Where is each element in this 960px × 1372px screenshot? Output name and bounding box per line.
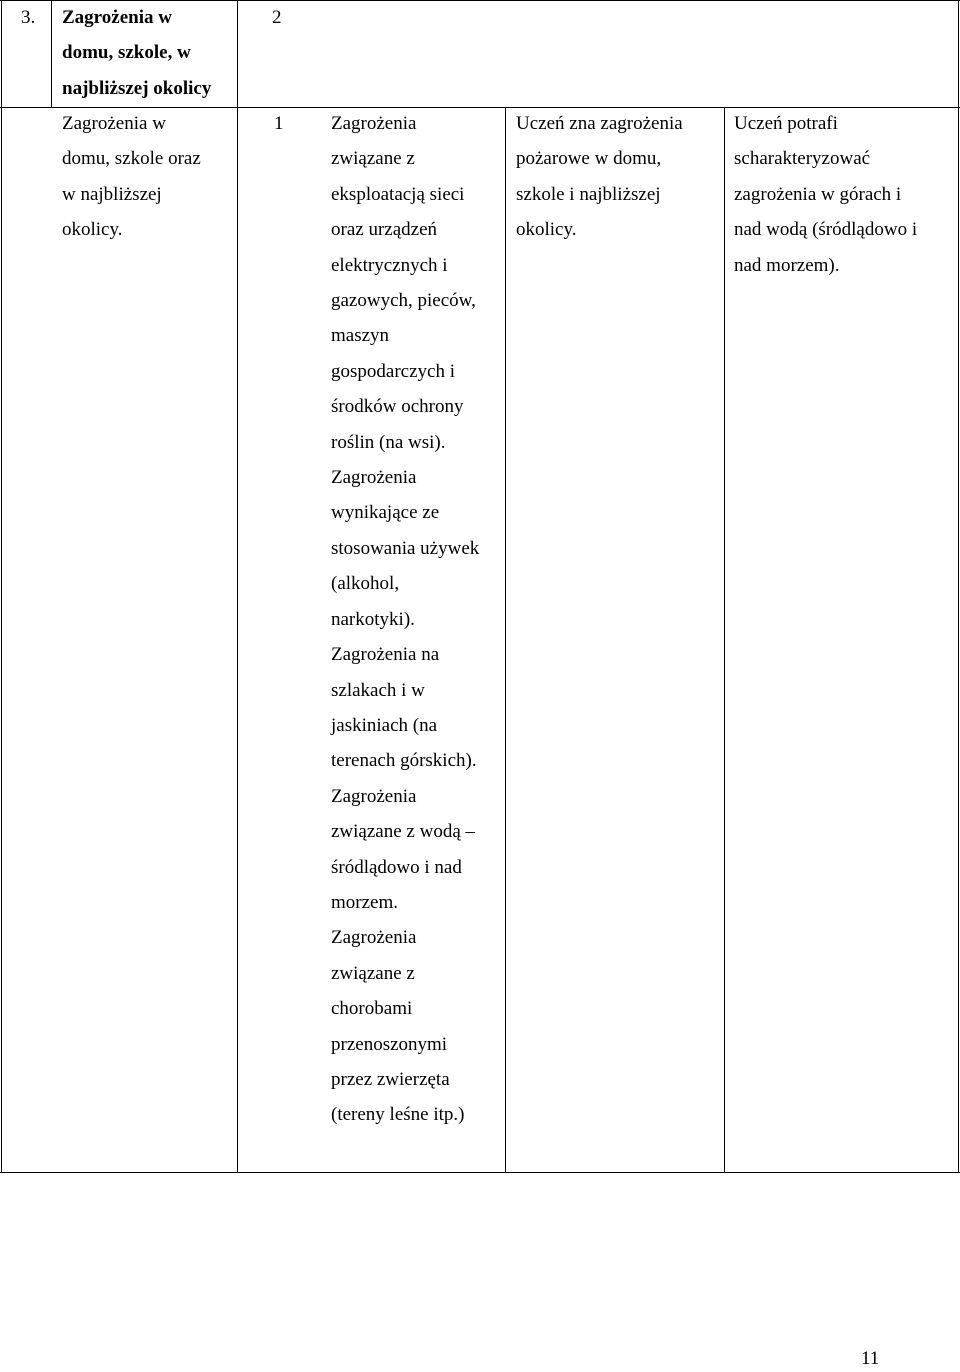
content-line: Zagrożenia	[331, 113, 417, 134]
col-border-2	[237, 0, 238, 1173]
topic-line: w najbliższej	[62, 183, 162, 205]
table-bottom-border	[0, 1172, 960, 1173]
section-title-line: domu, szkole, w	[62, 42, 191, 64]
content-line: terenach górskich).	[331, 750, 477, 772]
content-line: gospodarczych i	[331, 360, 455, 382]
content-line: szlakach i w	[331, 679, 425, 701]
extended-requirements-line: nad wodą (śródlądowo i	[734, 219, 918, 241]
extended-requirements-line: zagrożenia w górach i	[734, 183, 902, 205]
col-border-4	[724, 107, 725, 1173]
lesson-number: 1	[274, 113, 284, 134]
section-title	[62, 0, 211, 106]
col-border-right	[958, 0, 959, 1173]
topic-line: okolicy.	[62, 219, 123, 241]
content-line: morzem.	[331, 891, 399, 913]
content-line: Zagrożenia na	[331, 644, 440, 666]
content-line: związane z	[331, 962, 415, 984]
content-line: przez zwierzęta	[331, 1068, 450, 1090]
content-line: Zagrożenia	[331, 785, 417, 807]
topic-cell	[62, 106, 201, 248]
topic-line: domu, szkole oraz	[62, 148, 201, 170]
content-line: środków ochrony	[331, 396, 464, 418]
content-line: (tereny leśne itp.)	[331, 1104, 465, 1126]
content-line: roślin (na wsi).	[331, 431, 446, 453]
content-line: Zagrożenia	[331, 927, 417, 949]
content-line: przenoszonymi	[331, 1033, 448, 1055]
content-line: chorobami	[331, 998, 413, 1020]
content-line: oraz urządzeń	[331, 219, 438, 241]
extended-requirements-line: Uczeń potrafi	[734, 113, 838, 134]
content-line: narkotyki).	[331, 608, 415, 630]
content-line: gazowych, pieców,	[331, 290, 476, 312]
content-line: śródlądowo i nad	[331, 856, 462, 878]
basic-requirements-line: Uczeń zna zagrożenia	[516, 113, 683, 134]
topic-line: Zagrożenia w	[62, 113, 166, 134]
basic-requirements-line: okolicy.	[516, 219, 577, 241]
extended-requirements-line: scharakteryzować	[734, 148, 871, 170]
content-line: elektrycznych i	[331, 254, 448, 276]
section-hours: 2	[272, 7, 282, 28]
basic-requirements-cell	[516, 106, 683, 248]
content-line: Zagrożenia	[331, 467, 417, 489]
content-line: związane z	[331, 148, 415, 170]
content-line: związane z wodą –	[331, 821, 476, 843]
page-number: 11	[861, 1348, 880, 1369]
col-border-left	[1, 0, 2, 1173]
section-title-line: Zagrożenia w	[62, 7, 172, 28]
section-number: 3.	[21, 7, 36, 28]
basic-requirements-line: szkole i najbliższej	[516, 183, 661, 205]
col-border-3	[505, 107, 506, 1173]
content-line: wynikające ze	[331, 502, 440, 524]
section-title-line: najbliższej okolicy	[62, 77, 212, 99]
content-cell	[331, 106, 479, 1133]
content-line: eksploatacją sieci	[331, 183, 465, 205]
content-line: (alkohol,	[331, 573, 400, 595]
col-border-1	[51, 0, 52, 107]
extended-requirements-cell	[734, 106, 917, 283]
extended-requirements-line: nad morzem).	[734, 254, 840, 276]
content-line: jaskiniach (na	[331, 714, 438, 736]
content-line: maszyn	[331, 325, 390, 347]
content-line: stosowania używek	[331, 537, 480, 559]
basic-requirements-line: pożarowe w domu,	[516, 148, 662, 170]
